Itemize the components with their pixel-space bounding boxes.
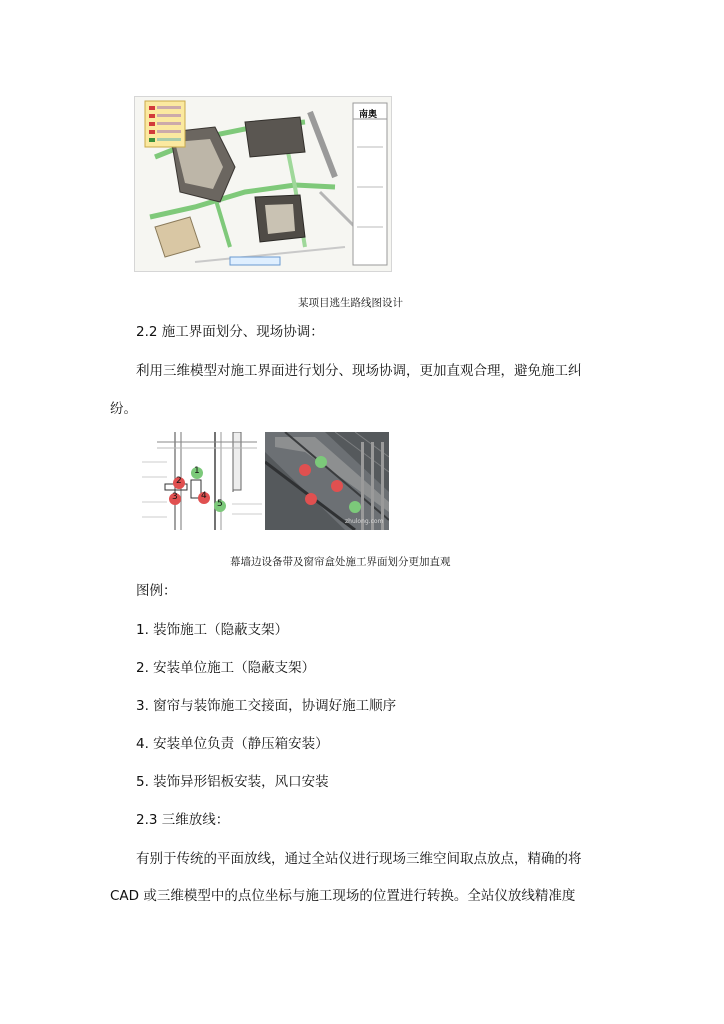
section-2-3-paragraph-line2: CAD 或三维模型中的点位坐标与施工现场的位置进行转换。全站仪放线精准度 — [110, 888, 576, 904]
interface-3d-model — [265, 432, 389, 530]
interface-section-drawing — [137, 432, 265, 530]
legend-item-2: 2. 安装单位施工（隐蔽支架） — [136, 660, 316, 676]
legend-item-4: 4. 安装单位负责（静压箱安装） — [136, 736, 329, 752]
legend-title: 图例： — [136, 583, 177, 599]
marker-5: 5 — [217, 499, 223, 509]
section-2-2-heading: 2.2 施工界面划分、现场协调： — [136, 324, 324, 340]
marker-3: 3 — [172, 492, 178, 502]
marker-4: 4 — [201, 491, 207, 501]
escape-route-figure — [134, 96, 392, 272]
section-drawing — [137, 432, 265, 530]
title-block-label: 南奥 — [359, 110, 378, 120]
marker-2: 2 — [176, 476, 182, 486]
watermark: zhulong.com — [345, 518, 384, 525]
marker-1: 1 — [194, 466, 200, 476]
figure2-caption: 幕墙边设备带及窗帘盒处施工界面划分更加直观 — [230, 556, 451, 568]
legend-item-3: 3. 窗帘与装饰施工交接面，协调好施工顺序 — [136, 698, 397, 714]
legend-item-1: 1. 装饰施工（隐蔽支架） — [136, 622, 289, 638]
figure1-caption: 某项目逃生路线图设计 — [298, 297, 403, 309]
escape-route-drawing — [135, 97, 391, 271]
section-2-2-paragraph-line1: 利用三维模型对施工界面进行划分、现场协调，更加直观合理，避免施工纠 — [136, 363, 582, 379]
model-render — [265, 432, 389, 530]
section-2-3-paragraph-line1: 有别于传统的平面放线，通过全站仪进行现场三维空间取点放点，精确的将 — [136, 851, 582, 867]
legend-item-5: 5. 装饰异形铝板安装，风口安装 — [136, 774, 329, 790]
section-2-2-paragraph-line2: 纷。 — [110, 401, 137, 417]
section-2-3-heading: 2.3 三维放线： — [136, 812, 230, 828]
